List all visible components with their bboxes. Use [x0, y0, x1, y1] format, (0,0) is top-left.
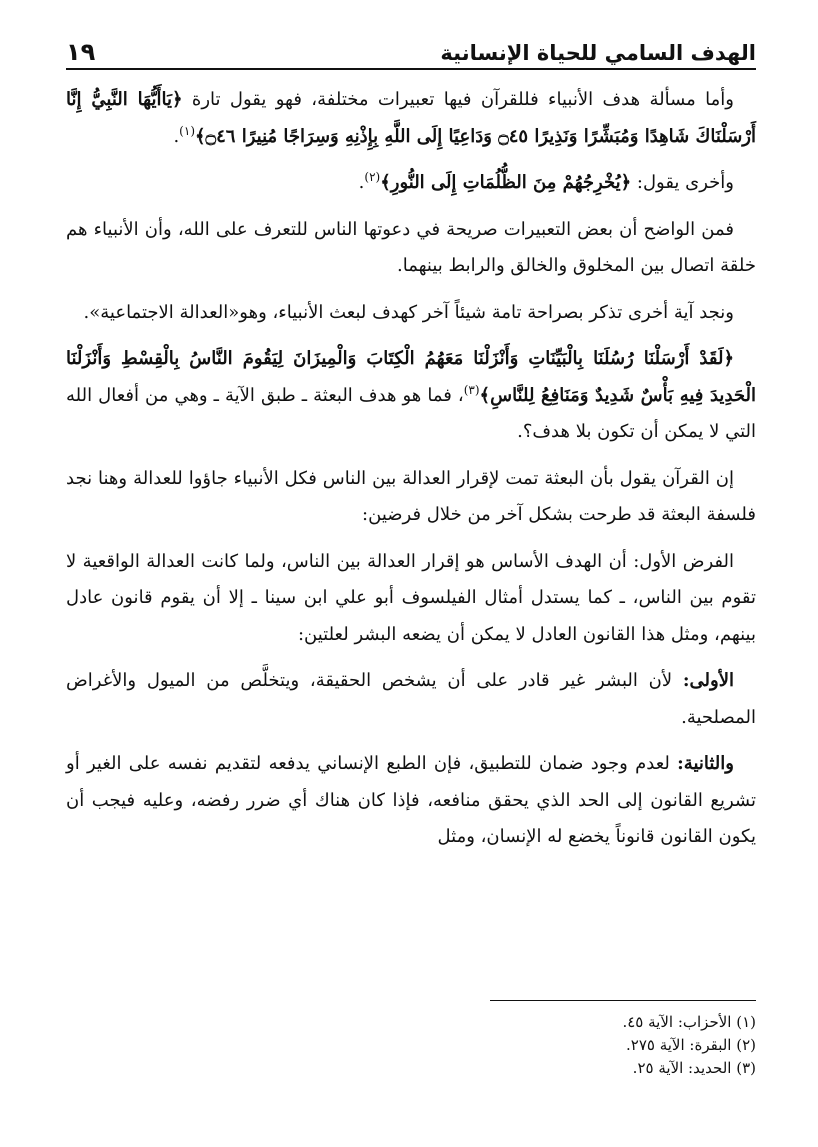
footnotes — [66, 1000, 756, 1080]
footnote-marker: (٢) — [364, 170, 381, 184]
running-title: الهدف السامي للحياة الإنسانية — [440, 41, 756, 65]
paragraph-social-justice: ونجد آية أخرى تذكر بصراحة تامة شيئاً آخر كهدف لبعث الأنبياء، وهو«العدالة الاجتماعية». — [83, 301, 734, 323]
footnote-marker: (٣) — [463, 382, 480, 397]
footnote-divider — [490, 1000, 756, 1001]
quran-open-brace: ﴿ — [723, 348, 734, 369]
quran-verse: يُخْرِجُهُمْ مِنَ الظُّلُمَاتِ إِلَى النُّورِ — [390, 172, 621, 193]
quran-open-brace: ﴿ — [171, 89, 183, 110]
paragraph-quran-justice: إن القرآن يقول بأن البعثة تمت لإقرار العدالة بين الناس فكل الأنبياء جاؤوا للعدالة وهنا نجد فلسفة البعثة قد طرحت بشكل آخر من خلال فرضين: — [66, 467, 756, 525]
quran-close-brace: ﴾ — [479, 384, 491, 406]
paragraph-another-saying — [66, 165, 756, 202]
paragraph-prophets-goal — [66, 82, 756, 155]
paragraph-lead: الأولى: — [682, 670, 734, 691]
paragraph-first-reason — [66, 663, 756, 736]
paragraph-iron-verse — [66, 341, 756, 451]
quran-close-brace: ﴾ — [195, 125, 206, 147]
paragraph-text: وأما مسألة هدف الأنبياء فللقرآن فيها تعبيرات مختلفة، فهو يقول تارة — [191, 89, 734, 110]
paragraph-text: وأخرى يقول: — [636, 172, 734, 193]
quran-verse: يَاأَيُّهَا النَّبِيُّ إِنَّا أَرْسَلْنَاكَ شَاهِدًا وَمُبَشِّرًا وَنَذِيرًا ۝٤٥ وَدَاعِيًا إِلَى اللَّهِ بِإِذْنِهِ وَسِرَاجًا مُنِيرًا ۝٤٦ — [66, 89, 756, 147]
footnote-marker: (١) — [179, 123, 195, 138]
footnote-2: (٢) البقرة: الآية ٢٧٥. — [625, 1036, 756, 1054]
page-number: ١٩ — [66, 38, 96, 66]
paragraph-first-hypothesis: الفرض الأول: أن الهدف الأساس هو إقرار العدالة بين الناس، ولما كانت العدالة الواقعية لا تقوم بين الناس، ـ كما يستدل أمثال الفيلسوف أبو علي ابن سينا ـ إلا أن يقوم قانون عادل بينهم، ومثل هذا القانون العادل لا يمكن أن يضعه البشر لعلتين: — [66, 550, 756, 645]
paragraph-clear-expressions: فمن الواضح أن بعض التعبيرات صريحة في دعوتها الناس للتعرف على الله، وأن الأنبياء هم خلقة اتصال بين المخلوق والخالق والرابط بينهما. — [66, 218, 756, 276]
footnote-1: (١) الأحزاب: الآية ٤٥. — [622, 1013, 756, 1031]
paragraph-text: لأن البشر غير قادر على أن يشخص الحقيقة، ويتخلَّص من الميول والأغراض المصلحية. — [66, 670, 756, 728]
quran-verse: لَقَدْ أَرْسَلْنَا رُسُلَنَا بِالْبَيِّنَاتِ وَأَنْزَلْنَا مَعَهُمُ الْكِتَابَ وَالْمِيزَانَ لِيَقُومَ النَّاسُ بِالْقِسْطِ وَأَنْزَلْنَا الْحَدِيدَ فِيهِ بَأْسٌ شَدِيدٌ وَمَنَافِعُ لِلنَّاسِ — [66, 348, 756, 406]
paragraph-text: لعدم وجود ضمان للتطبيق، فإن الطبع الإنساني يدفعه لتقديم نفسه على الغير أو تشريع القانون إلى الحد الذي يحقق منافعه، فإذا كان هناك أي ضرر رفضه، وعليه فيجب أن يكون القانون قانوناً يخضع له الإنسان، ومثل — [66, 753, 756, 847]
page-body — [66, 82, 756, 856]
paragraph-tail: ، فما هو هدف البعثة ـ طبق الآية ـ وهي من أفعال الله التي لا يمكن أن تكون بلا هدف؟. — [66, 384, 756, 442]
quran-open-brace: ﴿ — [620, 172, 632, 193]
footnote-3: (٣) الحديد: الآية ٢٥. — [632, 1059, 756, 1077]
paragraph-second-reason — [66, 746, 756, 856]
quran-close-brace: ﴾ — [380, 172, 391, 193]
book-page — [66, 22, 756, 1132]
paragraph-tail: . — [358, 172, 365, 193]
paragraph-tail: . — [173, 125, 180, 147]
paragraph-lead: والثانية: — [677, 753, 734, 774]
page-header — [66, 22, 756, 70]
